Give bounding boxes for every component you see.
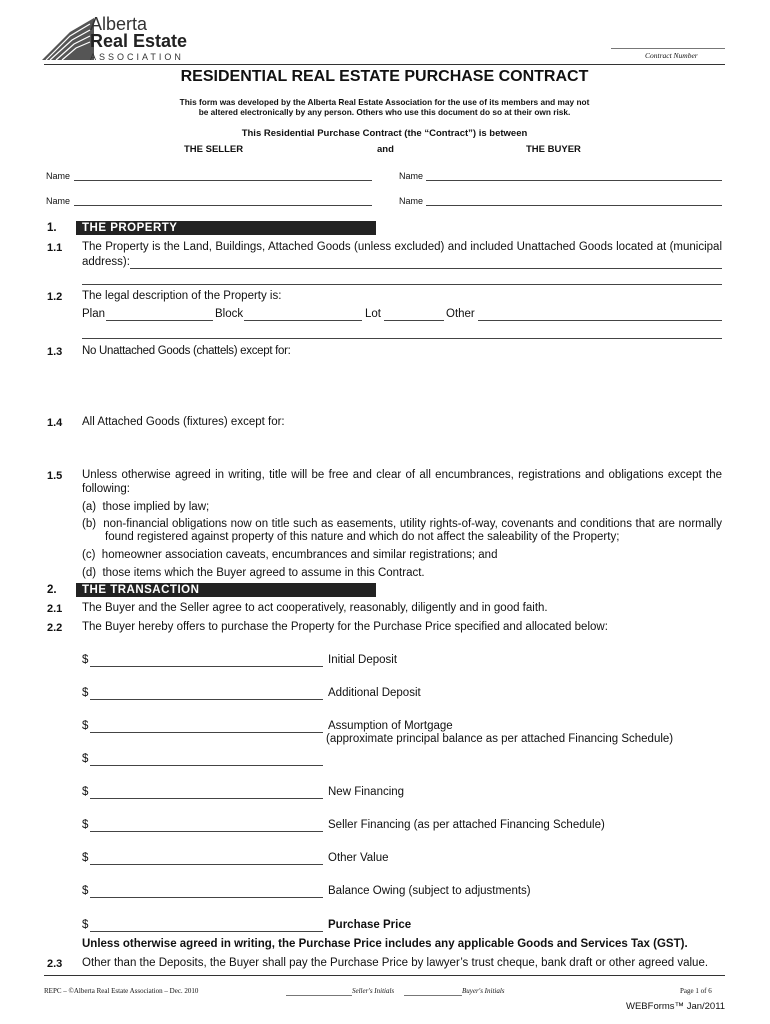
top-rule [44,64,725,65]
seller-name-label-1: Name [46,171,71,181]
other-field[interactable] [478,308,722,321]
initial-deposit-field[interactable] [90,654,323,667]
clause-1-5-b-2: found registered against property of this nature and which do not affect the saleability of the Property; [105,531,620,543]
initial-deposit-label: Initial Deposit [328,654,398,666]
balance-owing-label: Balance Owing (subject to adjustments) [328,885,531,897]
buyer-initials-label: Buyer's Initials [462,987,505,995]
municipal-address-field-2[interactable] [82,272,722,285]
municipal-address-field[interactable] [130,256,722,269]
seller-name-label-2: Name [46,196,71,206]
seller-heading: THE SELLER [184,144,244,155]
lot-field[interactable] [384,308,444,321]
purchase-price-label: Purchase Price [328,919,412,931]
balance-owing-field[interactable] [90,885,323,898]
block-label: Block [215,308,244,320]
attached-goods-field[interactable] [82,433,722,463]
seller-initials-field[interactable] [286,987,352,996]
clause-2-3-text: Other than the Deposits, the Buyer shall pay the Purchase Price by lawyer’s trust cheque, bank draft or other agreed value. [82,957,709,969]
clause-2-2-num: 2.2 [47,622,63,634]
seller-name-field-1[interactable] [74,170,372,181]
clause-1-1-num: 1.1 [47,242,63,254]
logo [40,14,200,64]
bottom-rule [44,975,725,976]
new-financing-label: New Financing [328,786,405,798]
currency-sign: $ [82,852,89,864]
section1-number: 1. [47,222,57,234]
mortgage-note: (approximate principal balance as per attached Financing Schedule) [326,733,674,745]
buyer-name-label-1: Name [399,171,424,181]
assumption-of-mortgage-field[interactable] [90,720,323,733]
clause-1-5-num: 1.5 [47,470,63,482]
and-text: and [377,144,394,155]
clause-1-1-address-label: address): [82,256,130,268]
seller-initials-label: Seller's Initials [352,987,395,995]
page-number: Page 1 of 6 [680,987,712,995]
clause-1-5-b: (b) non-financial obligations now on title such as easements, utility rights-of-way, covenants and conditions that are normally [82,518,722,530]
mortgage-amount-field[interactable] [90,753,323,766]
buyer-name-field-2[interactable] [426,195,722,206]
currency-sign: $ [82,919,89,931]
section2-title: THE TRANSACTION [76,583,376,597]
clause-1-5-c: (c) homeowner association caveats, encumbrances and similar registrations; and [82,549,498,561]
notice-line-1: This form was developed by the Alberta Real Estate Association for the use of its members and may not [179,97,590,107]
new-financing-field[interactable] [90,786,323,799]
logo-text-association: ASSOCIATION [90,52,184,62]
clause-1-2-num: 1.2 [47,291,63,303]
between-text: This Residential Purchase Contract (the “Contract”) is between [241,128,528,139]
currency-sign: $ [82,687,89,699]
currency-sign: $ [82,819,89,831]
clause-1-4-num: 1.4 [47,417,63,429]
logo-mark-icon [40,14,96,62]
clause-1-3-num: 1.3 [47,346,63,358]
clause-2-1-text: The Buyer and the Seller agree to act cooperatively, reasonably, diligently and in good faith. [82,602,548,614]
clause-1-5-d: (d) those items which the Buyer agreed to assume in this Contract. [82,567,425,579]
footer-copyright: REPC – ©Alberta Real Estate Association – Dec. 2010 [44,987,199,995]
plan-label: Plan [82,308,106,320]
section2-number: 2. [47,584,57,596]
assumption-of-mortgage-label: Assumption of Mortgage [328,720,453,732]
logo-text-real-estate: Real Estate [90,31,188,51]
buyer-initials-field[interactable] [404,987,462,996]
buyer-name-label-2: Name [399,196,424,206]
seller-financing-field[interactable] [90,819,323,832]
clause-2-1-num: 2.1 [47,603,63,615]
additional-deposit-field[interactable] [90,687,323,700]
block-field[interactable] [244,308,362,321]
unattached-goods-field[interactable] [82,362,722,408]
clause-1-4-text: All Attached Goods (fixtures) except for: [82,416,285,428]
logo-text-alberta: Alberta [90,14,148,34]
currency-sign: $ [82,753,89,765]
clause-2-3-num: 2.3 [47,958,63,970]
plan-field[interactable] [106,308,213,321]
page-title: RESIDENTIAL REAL ESTATE PURCHASE CONTRACT [180,68,589,85]
lot-label: Lot [365,308,381,320]
clause-2-2-text: The Buyer hereby offers to purchase the Property for the Purchase Price specified and allocated below: [82,621,608,633]
clause-1-2-text: The legal description of the Property is: [82,290,282,302]
clause-1-1-text: The Property is the Land, Buildings, Attached Goods (unless excluded) and included Unattached Goods located at (municipal [82,241,722,253]
buyer-heading: THE BUYER [526,144,581,155]
clause-1-5-text: Unless otherwise agreed in writing, title will be free and clear of all encumbrances, registrations and obligations except the [82,469,722,481]
purchase-price-field[interactable] [90,919,323,932]
buyer-name-field-1[interactable] [426,170,722,181]
other-value-label: Other Value [328,852,389,864]
gst-note: Unless otherwise agreed in writing, the Purchase Price includes any applicable Goods and Services Tax (GST). [82,938,688,950]
other-value-field[interactable] [90,852,323,865]
clause-1-3-text: No Unattached Goods (chattels) except for: [82,345,291,357]
contract-number-field[interactable] [611,38,725,49]
currency-sign: $ [82,885,89,897]
additional-deposit-label: Additional Deposit [328,687,421,699]
currency-sign: $ [82,786,89,798]
seller-name-field-2[interactable] [74,195,372,206]
contract-number-label: Contract Number [645,51,698,60]
webforms-mark: WEBForms™ Jan/2011 [626,1001,726,1012]
legal-description-field-2[interactable] [82,326,722,339]
seller-financing-label: Seller Financing (as per attached Financing Schedule) [328,819,605,831]
currency-sign: $ [82,654,89,666]
other-label: Other [446,308,475,320]
currency-sign: $ [82,720,89,732]
notice-line-2: be altered electronically by any person. Others who use this document do so at their own risk. [198,107,571,117]
clause-1-5-a: (a) those implied by law; [82,501,210,513]
section1-title: THE PROPERTY [76,221,376,235]
clause-1-5-text-2: following: [82,483,130,495]
